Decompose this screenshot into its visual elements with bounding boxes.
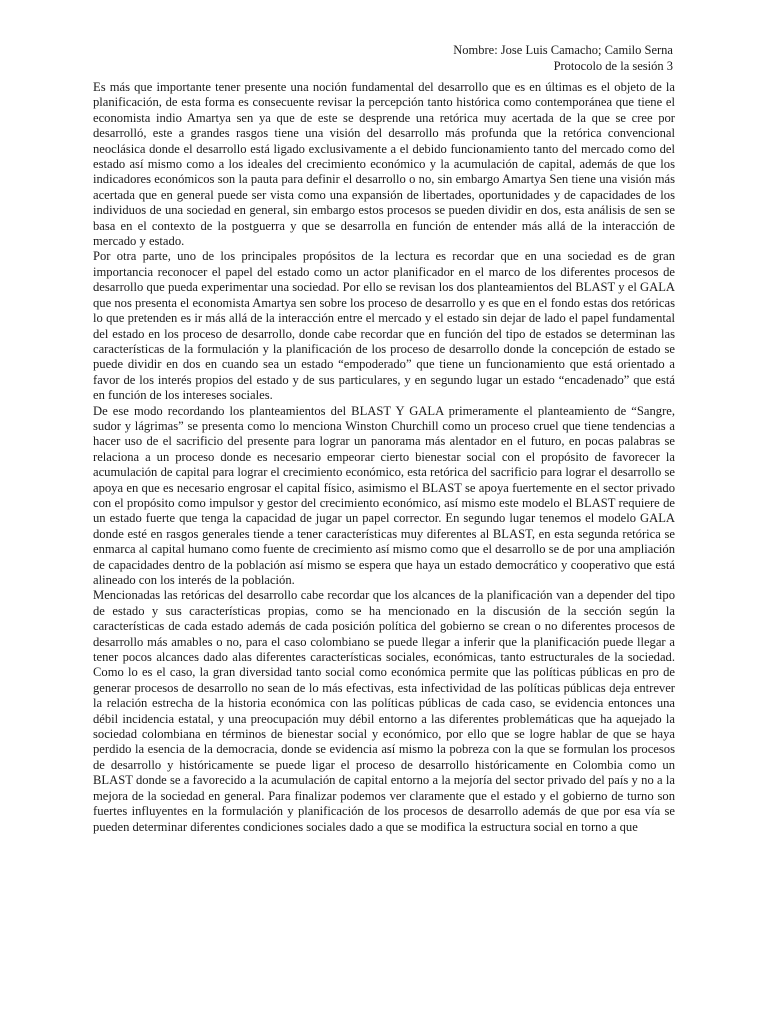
paragraph-3: De ese modo recordando los planteamientos del BLAST Y GALA primeramente el planteamiento de “Sangre, sudor y lágrimas” se presenta como lo menciona Winston Churchill como un proceso cruel que tiene tendencias a hacer uso de el sacrificio del presente para lograr un panorama más alentador en el futuro, en pocas palabras se relaciona a un proceso donde es necesario empeorar cierto bienestar social con el propósito de favorecer la acumulación de capital para lograr el crecimiento económico, esta retórica del sacrificio para lograr el desarrollo se apoya en que es necesario engrosar el capital físico, asimismo el BLAST se apoya fuertemente en el sector privado con el propósito como impulsor y gestor del crecimiento económico, así mismo este modelo el BLAST requiere de un estado fuerte que tenga la capacidad de jugar un papel corrector. En segundo lugar tenemos el modelo GALA donde esté en rasgos generales tiende a tener características muy diferentes al BLAST, en esta segunda retórica se enmarca al capital humano como fuente de crecimiento así mismo como que el desarrollo se de por una ampliación de capacidades dentro de la población así mismo se espera que haya un estado democrático y cooperativo que está alineado con los interés de la población.: [93, 403, 675, 587]
session-label: Protocolo de la sesión 3: [553, 59, 673, 73]
document-header: [453, 42, 673, 74]
document-body: [93, 80, 675, 835]
paragraph-2: Por otra parte, uno de los principales propósitos de la lectura es recordar que en una sociedad es de gran importancia reconocer el papel del estado como un actor planificador en el marco de los diferentes procesos de desarrollo que pueda experimentar una sociedad. Por ello se revisan los dos planteamientos del BLAST y el GALA que nos presenta el economista Amartya sen sobre los proceso de desarrollo y es que en el fondo estas dos retóricas lo que pretenden es ir más allá de la interacción entre el mercado y el estado sin dejar de lado el papel fundamental del estado en los proceso de desarrollo, donde cabe recordar que en función del tipo de estados se determinan las características de la formulación y la planificación de los proceso de desarrollo donde la concepción de estado se puede dividir en dos en cuando sea un estado “empoderado” que tiene un funcionamiento que está orientado a favor de los interés propios del estado y de sus particulares, y en segundo lugar un estado “encadenado” que está en función de los intereses sociales.: [93, 249, 675, 403]
paragraph-4: Mencionadas las retóricas del desarrollo cabe recordar que los alcances de la planificación van a depender del tipo de estado y sus características propias, como se ha mencionado en la discusión de la sección según la características de cada estado además de cada posición política del gobierno se crean o no diferentes procesos de desarrollo más amables o no, para el caso colombiano se puede llegar a inferir que la planificación puede llegar a tener pocos alcances dado alas diferentes características sociales, económicas, tanto estructurales de la sociedad. Como lo es el caso, la gran diversidad tanto social como económica permite que las políticas públicas en pro de generar procesos de desarrollo no sean de lo más efectivas, esta infectividad de las políticas públicas deja entrever la relación estrecha de la historia económica con las políticas públicas de cada caso, se evidencia entonces una débil incidencia estatal, y una preocupación muy débil entorno a las diferentes problemáticas que ha aquejado la sociedad colombiana en términos de bienestar social y económico, por ello que se logre hablar de que se haya perdido la esencia de la democracia, donde se evidencia así mismo la pobreza con la que se formulan los procesos de desarrollo y históricamente se puede ligar el proceso de desarrollo históricamente en Colombia como un BLAST donde se a favorecido a la acumulación de capital entorno a la mejoría del sector privado del país y no a la mejora de la sociedad en general. Para finalizar podemos ver claramente que el estado y el gobierno de turno son fuertes influyentes en la formulación y planificación de los procesos de desarrollo además de que por esa vía se pueden determinar diferentes condiciones sociales dado a que se modifica la estructura social en torno a que: [93, 588, 675, 834]
author-names: Nombre: Jose Luis Camacho; Camilo Serna: [453, 43, 673, 57]
paragraph-1: Es más que importante tener presente una noción fundamental del desarrollo que es en últimas es el objeto de la planificación, de esta forma es consecuente revisar la percepción tanto histórica como contemporánea que tiene el economista indio Amartya sen ya que de este se desprende una retórica muy acertada de la que se cree por desarrolló, este a grandes rasgos tiene una visión del desarrollo más profunda que la retórica convencional neoclásica donde el desarrollo está ligado exclusivamente a el debido funcionamiento tanto del mercado como del estado así mismo como a los ideales del crecimiento económico y la acumulación de capital, además de que los indicadores económicos son la pauta para definir el desarrollo o no, sin embargo Amartya Sen tiene una visión más acertada que en general puede ser vista como una expansión de libertades, oportunidades y de capacidades de los individuos de una sociedad en general, sin embargo estos procesos se pueden dividir en dos, esta análisis de sen se basa en el contexto de la postguerra y que se desarrolla en función de entender más allá de la interacción de mercado y estado.: [93, 80, 675, 249]
